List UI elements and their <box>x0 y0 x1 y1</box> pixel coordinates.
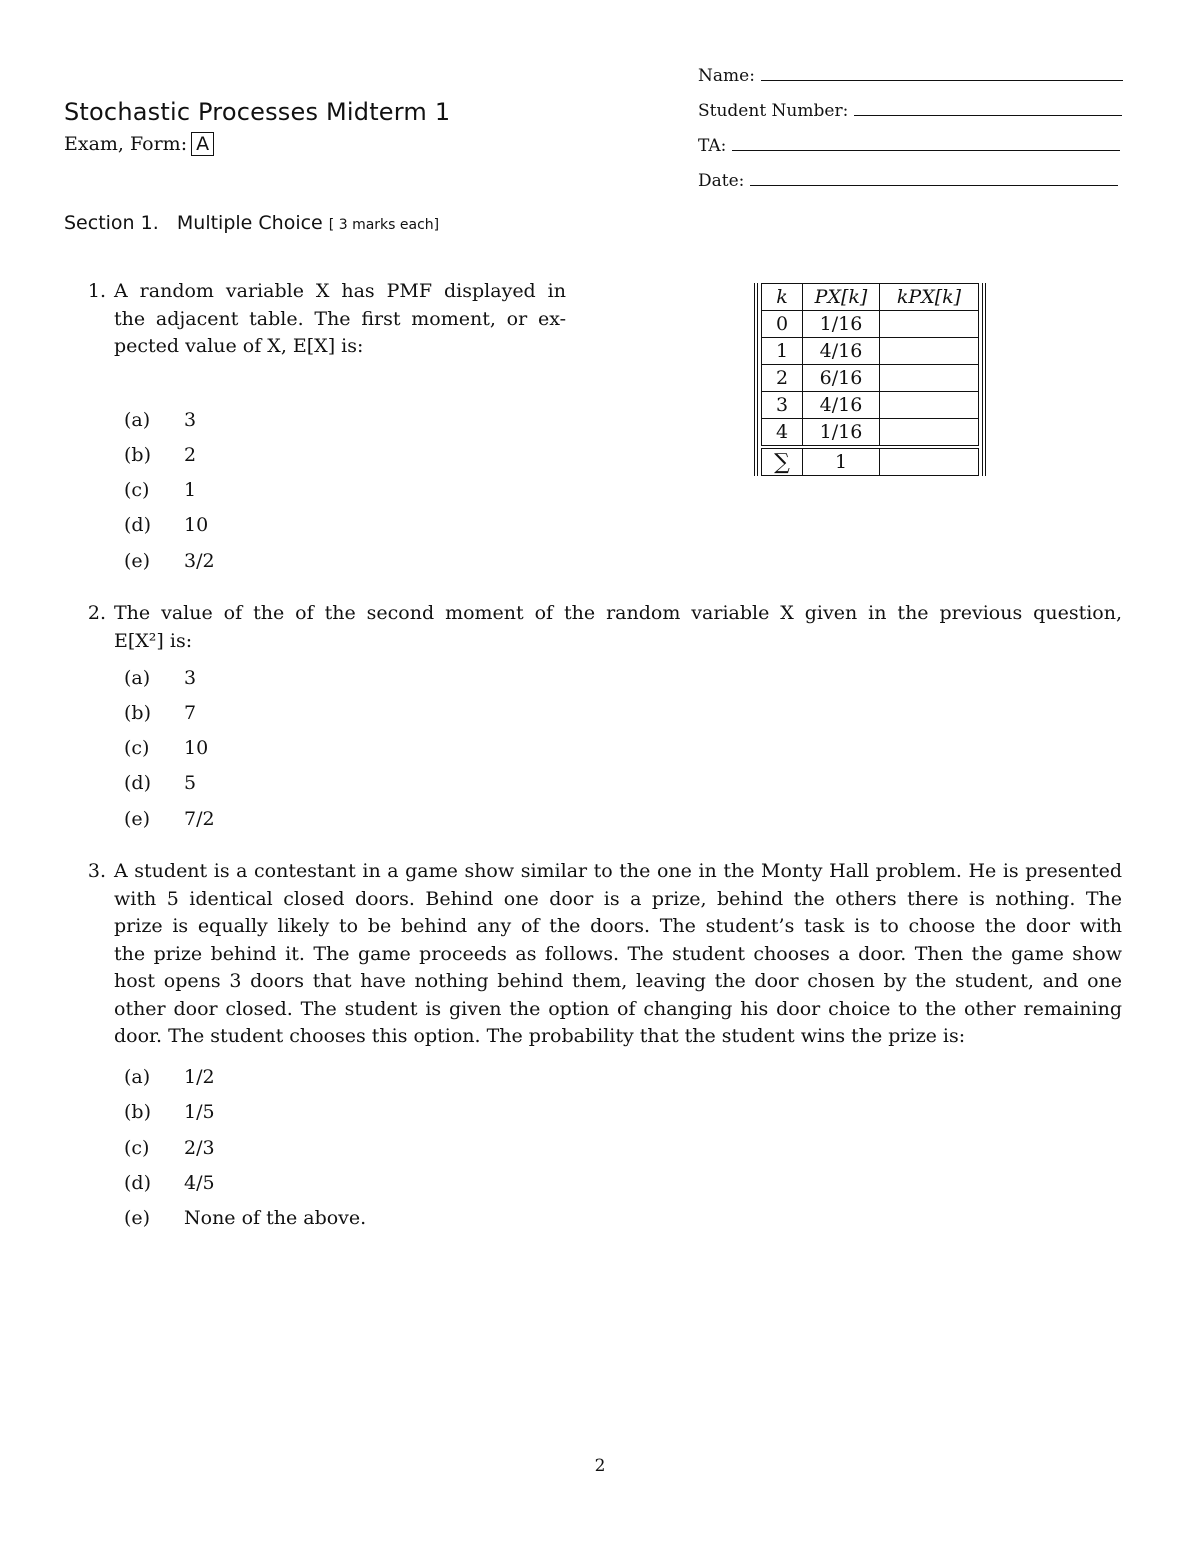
option-value: 3/2 <box>184 550 215 572</box>
table-cell: 4/16 <box>803 392 880 419</box>
option-label: (c) <box>124 1137 150 1159</box>
student-number-line[interactable] <box>854 114 1122 116</box>
section-heading <box>64 212 439 234</box>
option-value: 3 <box>184 409 197 431</box>
question-line: other door closed. The student is given the option of changing his door choice to the other remaining <box>114 997 1122 1020</box>
exam-title: Stochastic Processes Midterm 1 <box>64 98 451 126</box>
question-line: prize is equally likely to be behind any of the doors. The student’s task is to choose the door with <box>114 915 1122 937</box>
section-marks: [ 3 marks each] <box>328 217 440 233</box>
form-letter-box: A <box>191 132 214 156</box>
option-label: (b) <box>124 444 151 466</box>
name-field-label: Name: <box>698 66 755 86</box>
option-label: (e) <box>124 550 151 572</box>
option-value: 1/5 <box>184 1101 215 1123</box>
pmf-table-wrapper <box>754 283 986 476</box>
question-number: 1. <box>87 280 106 302</box>
option[interactable] <box>124 479 196 501</box>
table-cell[interactable] <box>880 311 979 338</box>
sum-symbol-cell: ∑ <box>762 447 803 476</box>
table-cell: 6/16 <box>803 365 880 392</box>
option[interactable] <box>124 1066 215 1088</box>
option[interactable] <box>124 514 208 536</box>
date-field-line[interactable] <box>750 184 1118 186</box>
sum-blank-cell[interactable] <box>880 447 979 476</box>
form-prefix: Exam, Form: <box>64 133 188 155</box>
option-value: 1/2 <box>184 1066 215 1088</box>
option[interactable] <box>124 1101 215 1123</box>
question-number: 2. <box>87 602 106 624</box>
table-cell: 2 <box>762 365 803 392</box>
option-value: None of the above. <box>184 1207 367 1229</box>
option-value: 7 <box>184 702 197 724</box>
name-field[interactable] <box>698 66 1123 86</box>
option-label: (a) <box>124 409 151 431</box>
question-3-text <box>114 858 1122 1051</box>
table-cell: 4 <box>762 419 803 448</box>
question-line: with 5 identical closed doors. Behind one door is a prize, behind the others there is nothing. The <box>114 887 1122 910</box>
question-line: the prize behind it. The game proceeds as follows. The student chooses a door. Then the game show <box>114 942 1122 965</box>
table-row <box>762 365 979 392</box>
option-label: (c) <box>124 737 150 759</box>
option-label: (a) <box>124 667 151 689</box>
table-sum-row <box>762 447 979 476</box>
question-line: the adjacent table. The first moment, or ex- <box>114 307 566 330</box>
ta-field-line[interactable] <box>732 149 1120 151</box>
option-value: 5 <box>184 772 197 794</box>
option[interactable] <box>124 1207 366 1229</box>
question-line: host opens 3 doors that have nothing behind them, leaving the door chosen by the student, and one <box>114 970 1122 992</box>
option-value: 2/3 <box>184 1137 215 1159</box>
table-cell: 3 <box>762 392 803 419</box>
table-cell[interactable] <box>880 419 979 448</box>
option-label: (d) <box>124 772 151 794</box>
student-number-field[interactable] <box>698 101 1122 121</box>
option[interactable] <box>124 1137 215 1159</box>
option[interactable] <box>124 409 196 431</box>
option[interactable] <box>124 1172 215 1194</box>
option-value: 7/2 <box>184 808 215 830</box>
student-number-label: Student Number: <box>698 101 849 121</box>
question-1-text <box>114 278 566 361</box>
name-field-line[interactable] <box>761 79 1123 81</box>
option[interactable] <box>124 702 196 724</box>
option[interactable] <box>124 808 215 830</box>
question-line: A student is a contestant in a game show similar to the one in the Monty Hall problem. He is presented <box>114 860 1122 882</box>
date-field[interactable] <box>698 171 1118 191</box>
option-label: (c) <box>124 479 150 501</box>
question-line: E[X²] is: <box>114 629 193 652</box>
table-cell: 1/16 <box>803 419 880 448</box>
option-value: 1 <box>184 479 197 501</box>
table-cell: 0 <box>762 311 803 338</box>
pmf-table <box>761 283 979 476</box>
ta-field-label: TA: <box>698 136 727 156</box>
option-label: (e) <box>124 1207 151 1229</box>
date-field-label: Date: <box>698 171 745 191</box>
table-cell: 1/16 <box>803 311 880 338</box>
option-label: (d) <box>124 1172 151 1194</box>
table-row <box>762 392 979 419</box>
section-name: Multiple Choice <box>176 212 323 234</box>
option[interactable] <box>124 737 208 759</box>
option-value: 10 <box>184 514 209 536</box>
question-2-text <box>114 600 1122 655</box>
ta-field[interactable] <box>698 136 1120 156</box>
option-label: (e) <box>124 808 151 830</box>
option-value: 3 <box>184 667 197 689</box>
table-cell[interactable] <box>880 365 979 392</box>
option[interactable] <box>124 772 196 794</box>
table-cell: 4/16 <box>803 338 880 365</box>
exam-form-line <box>64 132 214 156</box>
question-line: door. The student chooses this option. The probability that the student wins the prize is: <box>114 1025 966 1047</box>
question-number: 3. <box>87 860 106 882</box>
table-cell[interactable] <box>880 392 979 419</box>
question-line: A random variable X has PMF displayed in <box>114 280 566 302</box>
sum-value-cell: 1 <box>803 447 880 476</box>
option-label: (b) <box>124 1101 151 1123</box>
option-value: 2 <box>184 444 197 466</box>
option-value: 4/5 <box>184 1172 215 1194</box>
table-row <box>762 419 979 448</box>
option-value: 10 <box>184 737 209 759</box>
option[interactable] <box>124 444 196 466</box>
option-label: (a) <box>124 1066 151 1088</box>
option-label: (b) <box>124 702 151 724</box>
table-header-cell: PX[k] <box>803 284 880 311</box>
table-header-cell: k <box>762 284 803 311</box>
page-number: 2 <box>594 1456 606 1476</box>
question-line: The value of the of the second moment of the random variable X given in the previous question, <box>114 602 1122 624</box>
option[interactable] <box>124 550 215 572</box>
table-header-cell: kPX[k] <box>880 284 979 311</box>
option-label: (d) <box>124 514 151 536</box>
section-label: Section 1. <box>64 212 159 234</box>
table-header-row <box>762 284 979 311</box>
table-cell: 1 <box>762 338 803 365</box>
table-row <box>762 311 979 338</box>
table-cell[interactable] <box>880 338 979 365</box>
question-line: pected value of X, E[X] is: <box>114 335 364 357</box>
option[interactable] <box>124 667 196 689</box>
table-row <box>762 338 979 365</box>
